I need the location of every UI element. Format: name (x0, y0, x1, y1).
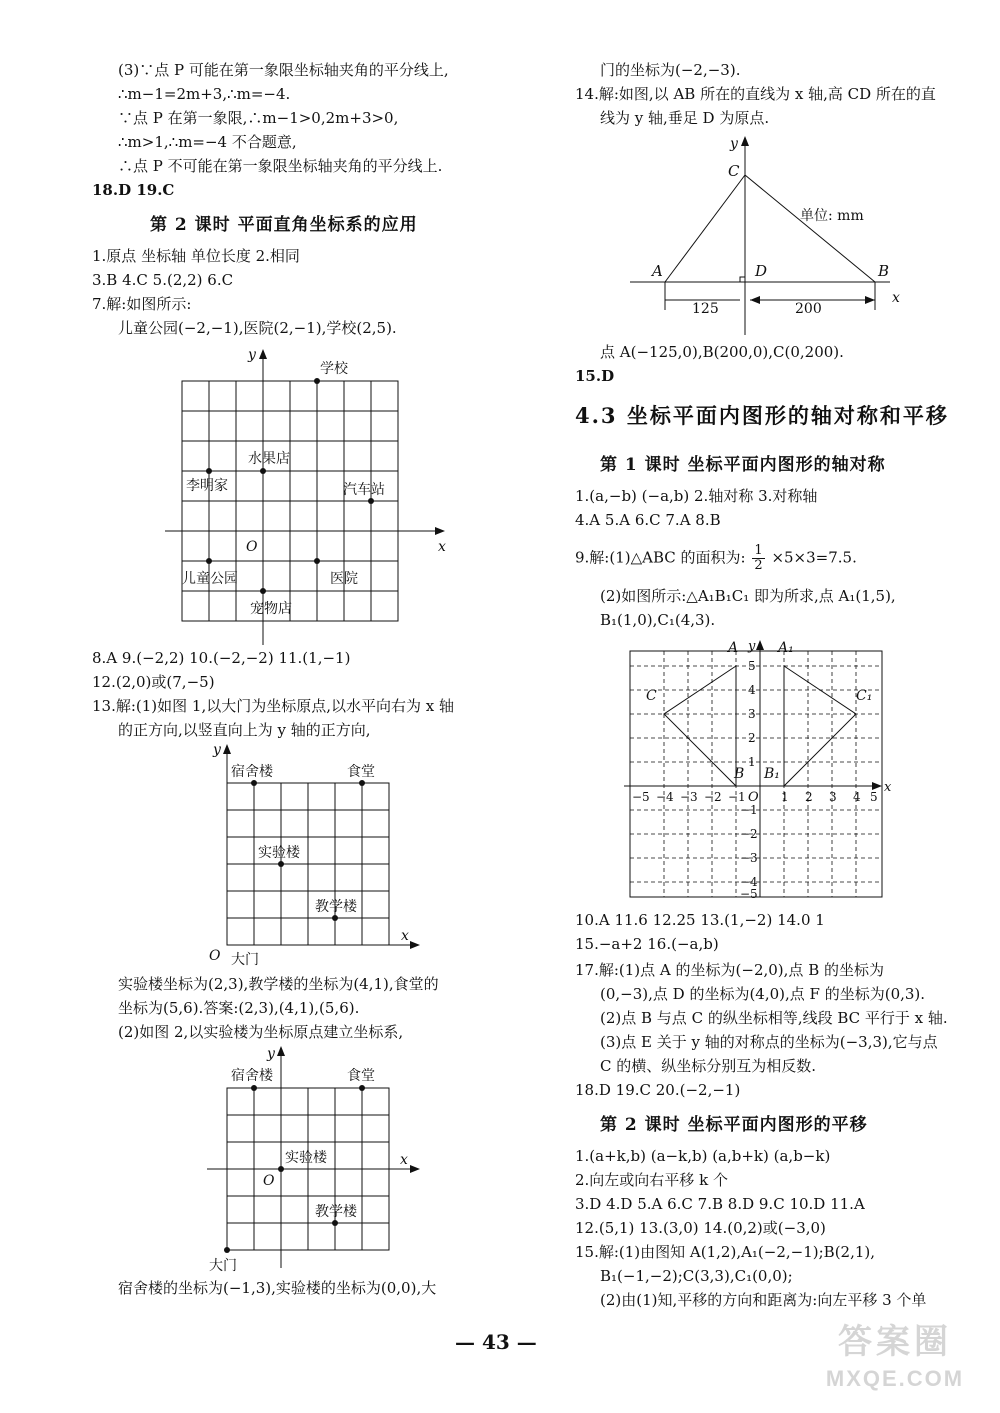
r-14-line-2: 线为 y 轴,垂足 D 为原点. (600, 109, 770, 127)
tri-label-d: D (755, 262, 768, 280)
tri-y-label: y (730, 136, 738, 152)
tri-label-a: A (652, 262, 663, 280)
refl-y-arrow (756, 640, 764, 650)
refl-label-b1: B₁ (764, 766, 780, 782)
watermark-top: 答案圈 (838, 1322, 952, 1362)
r-15: 15.D (575, 367, 615, 385)
refl-x-label: x (884, 780, 892, 795)
tri-label-c: C (728, 162, 740, 180)
map1-label-fruit: 水果店 (248, 451, 290, 467)
s9-fraction (752, 544, 764, 573)
refl-xtick: 4 (853, 790, 861, 804)
tri-side-ac (665, 175, 745, 282)
s-answers-15-16: 15.−a+2 16.(−a,b) (575, 935, 719, 953)
part3-line-3: ∵点 P 在第一象限,∴m−1>0,2m+3>0, (118, 109, 399, 127)
part3-line-2: ∴m−1=2m+3,∴m=−4. (118, 85, 291, 103)
answer-13-line-1: 13.解:(1)如图 1,以大门为坐标原点,以水平向右为 x 轴 (92, 697, 455, 715)
map-figure-1 (160, 345, 460, 650)
map1-y-arrow (259, 349, 267, 359)
s-answer-9-line-1 (575, 544, 857, 573)
refl-ytick: −2 (740, 827, 758, 841)
t-answer-1: 1.(a+k,b) (a−k,b) (a,b+k) (a,b−k) (575, 1147, 831, 1165)
map2-grid (227, 783, 389, 945)
map3-x-arrow (410, 1165, 420, 1173)
map1-label-bus: 汽车站 (343, 482, 385, 498)
map3-label-teaching: 教学楼 (315, 1204, 357, 1220)
r-gate-coord: 门的坐标为(−2,−3). (600, 61, 741, 79)
map3-dot-teaching (332, 1220, 338, 1226)
s-answers-10-14: 10.A 11.6 12.25 13.(1,−2) 14.0 1 (575, 911, 825, 929)
s-answer-17-line-1: 17.解:(1)点 A 的坐标为(−2,0),点 B 的坐标为 (575, 961, 884, 979)
map3-label-gate: 大门 (209, 1258, 237, 1274)
tri-y-arrow (741, 136, 749, 146)
map1-dot-home (206, 468, 212, 474)
t-answer-2: 2.向左或向右平移 k 个 (575, 1171, 728, 1189)
map2-dot-dorm (251, 780, 257, 786)
refl-ytick: −1 (740, 803, 758, 817)
map1-label-park: 儿童公园 (182, 571, 238, 587)
refl-xtick: −5 (632, 790, 650, 804)
refl-ytick: 1 (748, 755, 756, 769)
answers-8-11: 8.A 9.(−2,2) 10.(−2,−2) 11.(1,−1) (92, 649, 351, 667)
s-answers-1-3: 1.(a,−b) (−a,b) 2.轴对称 3.对称轴 (575, 487, 818, 505)
t-answers-3-11: 3.D 4.D 5.A 6.C 7.B 8.D 9.C 10.D 11.A (575, 1195, 865, 1213)
refl-label-c: C (646, 688, 657, 704)
refl-label-c1: C₁ (856, 688, 873, 704)
tri-len-left: 125 (692, 301, 719, 317)
answer-12: 12.(2,0)或(7,−5) (92, 673, 215, 691)
map3-dot-gate (224, 1247, 230, 1253)
map1-y-label: y (248, 347, 256, 363)
map2-origin: O (209, 948, 221, 964)
s-answer-17-line-2: (0,−3),点 D 的坐标为(4,0),点 F 的坐标为(0,3). (600, 985, 926, 1003)
t-answers-12-14: 12.(5,1) 13.(3,0) 14.(0,2)或(−3,0) (575, 1219, 826, 1237)
refl-xtick: −1 (728, 790, 746, 804)
refl-xtick: 5 (870, 790, 878, 804)
s-answers-4-8: 4.A 5.A 6.C 7.A 8.B (575, 511, 721, 529)
map2-x-arrow (410, 941, 420, 949)
answer-13-line-5: (2)如图 2,以实验楼为坐标原点建立坐标系, (118, 1023, 404, 1041)
s-answers-18-20: 18.D 19.C 20.(−2,−1) (575, 1081, 741, 1099)
refl-ytick: 2 (748, 731, 756, 745)
refl-xtick: 1 (781, 790, 789, 804)
lesson1-title: 第 1 课时 坐标平面内图形的轴对称 (600, 455, 886, 475)
map3-dot-lab (278, 1166, 284, 1172)
refl-ytick: −3 (740, 851, 758, 865)
map2-dot-teaching (332, 915, 338, 921)
answer-7-body: 儿童公园(−2,−1),医院(2,−1),学校(2,5). (118, 319, 397, 337)
map2-dot-canteen (359, 780, 365, 786)
answer-13-line-4: 坐标为(5,6).答案:(2,3),(4,1),(5,6). (118, 999, 360, 1017)
map2-label-canteen: 食堂 (347, 764, 375, 780)
answer-13-line-6: 宿舍楼的坐标为(−1,3),实验楼的坐标为(0,0),大 (118, 1279, 437, 1297)
map2-x-label: x (401, 928, 409, 944)
map1-label-home: 李明家 (186, 478, 228, 494)
s-answer-17-line-4: (3)点 E 关于 y 轴的对称点的坐标为(−3,3),它与点 (600, 1033, 938, 1051)
tri-right-angle (740, 277, 745, 282)
t-answer-15-line-2: B₁(−1,−2);C(3,3),C₁(0,0); (600, 1267, 793, 1285)
lesson2-translation-title: 第 2 课时 坐标平面内图形的平移 (600, 1115, 868, 1135)
answer-13-line-2: 的正方向,以竖直向上为 y 轴的正方向, (118, 721, 371, 739)
section-title: 4.3 坐标平面内图形的轴对称和平移 (575, 403, 949, 428)
tri-x-label: x (892, 290, 900, 306)
triangle-a1b1c1 (784, 666, 856, 786)
refl-y-label: y (748, 639, 756, 654)
map1-dot-fruit (260, 468, 266, 474)
map2-label-teaching: 教学楼 (315, 899, 357, 915)
refl-label-a1: A₁ (778, 640, 794, 656)
map1-dot-pet (260, 588, 266, 594)
map3-y-arrow (277, 1046, 285, 1056)
refl-ytick: 4 (748, 683, 756, 697)
map1-dot-school (314, 378, 320, 384)
map-figure-2 (195, 738, 425, 970)
map1-x-arrow (435, 527, 445, 535)
s-answer-17-line-3: (2)点 B 与点 C 的纵坐标相等,线段 BC 平行于 x 轴. (600, 1009, 948, 1027)
answer-13-line-3: 实验楼坐标为(2,3),教学楼的坐标为(4,1),食堂的 (118, 975, 439, 993)
map1-label-school: 学校 (320, 361, 348, 377)
refl-ytick: −5 (740, 887, 758, 901)
map1-x-label: x (438, 539, 446, 555)
s-answer-9-line-3: B₁(1,0),C₁(4,3). (600, 611, 716, 629)
r-14-line-1: 14.解:如图,以 AB 所在的直线为 x 轴,高 CD 所在的直 (575, 85, 936, 103)
part3-line-1: (3)∵点 P 可能在第一象限坐标轴夹角的平分线上, (118, 61, 449, 79)
map1-dot-bus (368, 498, 374, 504)
refl-label-b: B (734, 766, 745, 782)
map1-dot-park (206, 558, 212, 564)
refl-xtick: −2 (704, 790, 722, 804)
map3-label-canteen: 食堂 (347, 1068, 375, 1084)
map1-label-pet: 宠物店 (250, 601, 292, 617)
map3-label-lab: 实验楼 (285, 1150, 327, 1166)
s9-numerator: 1 (754, 543, 763, 558)
refl-origin: O (748, 790, 759, 805)
s-answer-9-line-2: (2)如图所示:△A₁B₁C₁ 即为所求,点 A₁(1,5), (600, 587, 896, 605)
map3-label-dorm: 宿舍楼 (231, 1068, 273, 1084)
map2-label-dorm: 宿舍楼 (231, 764, 273, 780)
map3-x-label: x (400, 1152, 408, 1168)
refl-x-arrow (872, 782, 882, 790)
t-answer-15-line-3: (2)由(1)知,平移的方向和距离为:向左平移 3 个单 (600, 1291, 927, 1309)
triangle-abc (664, 666, 736, 786)
watermark-bottom: MXQE.COM (825, 1366, 965, 1391)
tri-label-b: B (878, 262, 890, 280)
s9-pre: 9.解:(1)△ABC 的面积为: (575, 548, 746, 567)
part3-line-5: ∴点 P 不可能在第一象限坐标轴夹角的平分线上. (118, 157, 443, 175)
refl-xtick: −3 (680, 790, 698, 804)
answer-7-head: 7.解:如图所示: (92, 295, 192, 313)
map1-label-hospital: 医院 (330, 571, 358, 587)
map3-dot-canteen (359, 1085, 365, 1091)
refl-xtick: 2 (805, 790, 813, 804)
page-number: — 43 — (455, 1330, 537, 1354)
map3-y-label: y (267, 1046, 275, 1062)
refl-label-a: A (728, 640, 739, 656)
map-figure-3 (195, 1040, 425, 1280)
watermark (800, 1320, 990, 1405)
triangle-figure (620, 130, 920, 340)
refl-ytick: −4 (740, 875, 758, 889)
tri-unit: 单位: mm (800, 208, 864, 224)
s9-denominator: 2 (754, 558, 763, 573)
s9-post: ×5×3=7.5. (771, 548, 857, 567)
map2-y-label: y (213, 742, 221, 758)
answers-18-19: 18.D 19.C (92, 181, 175, 199)
refl-ytick: 5 (748, 659, 756, 673)
answers-3-6: 3.B 4.C 5.(2,2) 6.C (92, 271, 234, 289)
refl-xtick: −4 (656, 790, 674, 804)
reflection-grid-figure (620, 636, 920, 902)
map1-dot-hospital (314, 558, 320, 564)
map2-dot-lab (278, 861, 284, 867)
r-14-result: 点 A(−125,0),B(200,0),C(0,200). (600, 343, 844, 361)
map2-label-lab: 实验楼 (258, 845, 300, 861)
refl-xtick: 3 (829, 790, 837, 804)
lesson2-title: 第 2 课时 平面直角坐标系的应用 (150, 215, 418, 235)
answers-1-2: 1.原点 坐标轴 单位长度 2.相同 (92, 247, 300, 265)
s-answer-17-line-5: C 的横、纵坐标分别互为相反数. (600, 1057, 817, 1075)
map3-dot-dorm (251, 1085, 257, 1091)
t-answer-15-line-1: 15.解:(1)由图知 A(1,2),A₁(−2,−1);B(2,1), (575, 1243, 876, 1261)
map3-origin: O (263, 1173, 275, 1189)
map2-y-arrow (223, 744, 231, 754)
tri-len-right: 200 (795, 301, 822, 317)
map1-origin: O (246, 539, 258, 555)
refl-ytick: 3 (748, 707, 756, 721)
part3-line-4: ∴m>1,∴m=−4 不合题意, (118, 133, 297, 151)
map2-label-gate: 大门 (231, 952, 259, 968)
